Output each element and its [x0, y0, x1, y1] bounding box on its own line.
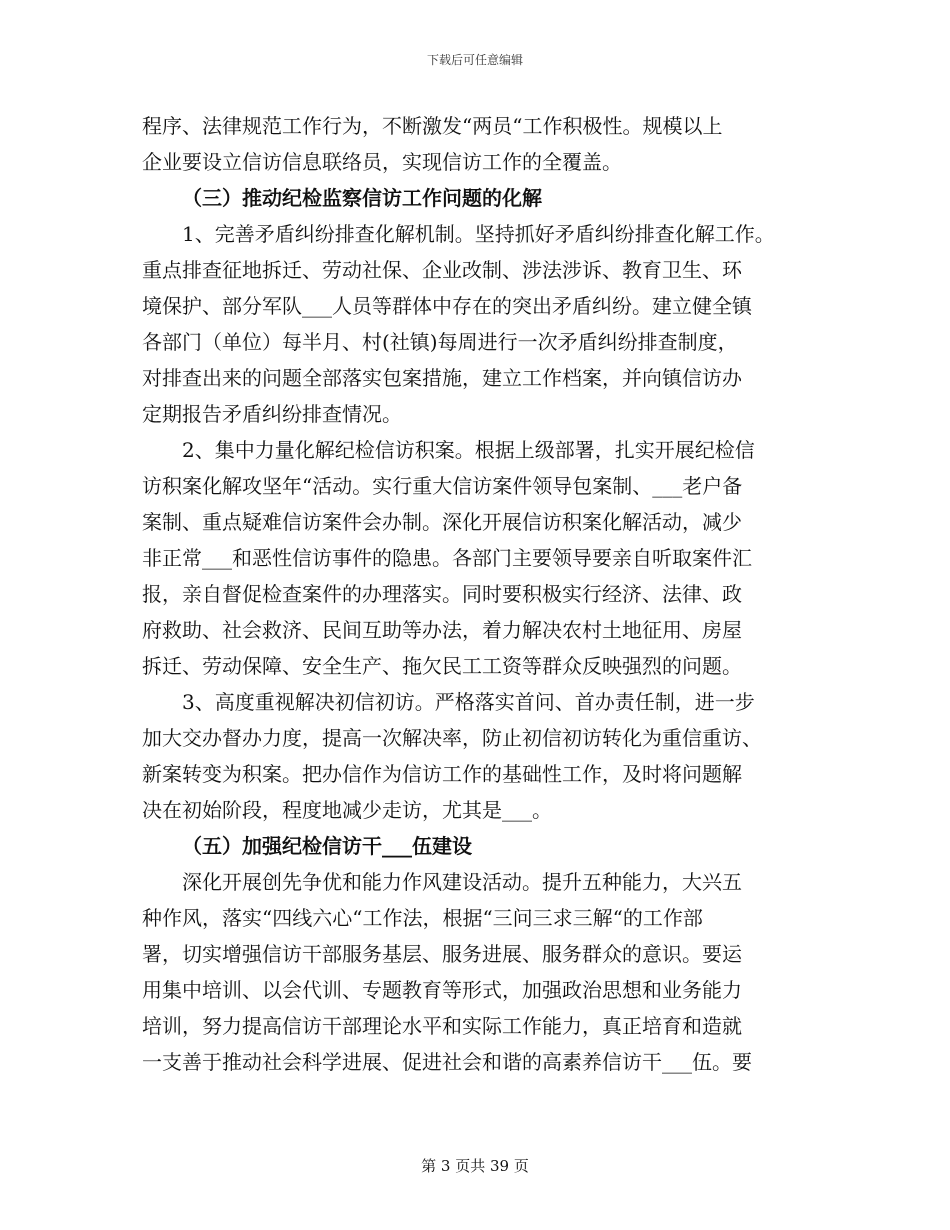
- body-line: 重点排查征地拆迁、劳动社保、企业改制、涉法涉诉、教育卫生、环: [142, 258, 742, 282]
- body-line: 境保护、部分军队___人员等群体中存在的突出矛盾纠纷。建立健全镇: [142, 294, 752, 318]
- body-line: 一支善于推动社会科学进展、促进社会和谐的高素养信访干___伍。要: [142, 1050, 752, 1074]
- paragraph-first-line: 2、集中力量化解纪检信访积案。根据上级部署，扎实开展纪检信: [182, 438, 755, 462]
- body-line: 加大交办督办力度，提高一次解决率，防止初信初访转化为重信重访、: [142, 726, 762, 750]
- body-line: 程序、法律规范工作行为，不断激发“两员“工作积极性。规模以上: [142, 114, 723, 138]
- paragraph-first-line: 1、完善矛盾纠纷排查化解机制。坚持抓好矛盾纠纷排查化解工作。: [182, 222, 775, 246]
- body-line: 新案转变为积案。把办信作为信访工作的基础性工作，及时将问题解: [142, 762, 742, 786]
- body-line: 非正常___和恶性信访事件的隐患。各部门主要领导要亲自听取案件汇: [142, 546, 752, 570]
- body-line: 种作风，落实“四线六心“工作法，根据“三问三求三解“的工作部: [142, 906, 703, 930]
- section-heading: （三）推动纪检监察信访工作问题的化解: [182, 186, 542, 210]
- body-line: 署，切实增强信访干部服务基层、服务进展、服务群众的意识。要运: [142, 942, 742, 966]
- paragraph-first-line: 深化开展创先争优和能力作风建设活动。提升五种能力，大兴五: [182, 870, 742, 894]
- body-line: 府救助、社会救济、民间互助等办法，着力解决农村土地征用、房屋: [142, 618, 742, 642]
- body-line: 案制、重点疑难信访案件会办制。深化开展信访积案化解活动，减少: [142, 510, 742, 534]
- body-line: 报，亲自督促检查案件的办理落实。同时要积极实行经济、法律、政: [142, 582, 742, 606]
- body-line: 对排查出来的问题全部落实包案措施，建立工作档案，并向镇信访办: [142, 366, 742, 390]
- page-footer: 第 3 页共 39 页: [421, 1157, 529, 1175]
- body-line: 访积案化解攻坚年“活动。实行重大信访案件领导包案制、___老户备: [142, 474, 743, 498]
- section-heading: （五）加强纪检信访干___伍建设: [182, 834, 472, 858]
- body-line: 定期报告矛盾纠纷排查情况。: [142, 402, 402, 426]
- body-line: 各部门（单位）每半月、村(社镇)每周进行一次矛盾纠纷排查制度，: [142, 330, 738, 354]
- body-line: 拆迁、劳动保障、安全生产、拖欠民工工资等群众反映强烈的问题。: [142, 654, 742, 678]
- page-header: 下载后可任意编辑: [426, 53, 523, 67]
- paragraph-first-line: 3、高度重视解决初信初访。严格落实首问、首办责任制，进一步: [182, 690, 755, 714]
- body-line: 企业要设立信访信息联络员，实现信访工作的全覆盖。: [142, 150, 622, 174]
- body-line: 培训，努力提高信访干部理论水平和实际工作能力，真正培育和造就: [142, 1014, 742, 1038]
- document-body: [142, 108, 822, 1080]
- body-line: 用集中培训、以会代训、专题教育等形式，加强政治思想和业务能力: [142, 978, 742, 1002]
- body-line: 决在初始阶段，程度地减少走访，尤其是___。: [142, 798, 552, 822]
